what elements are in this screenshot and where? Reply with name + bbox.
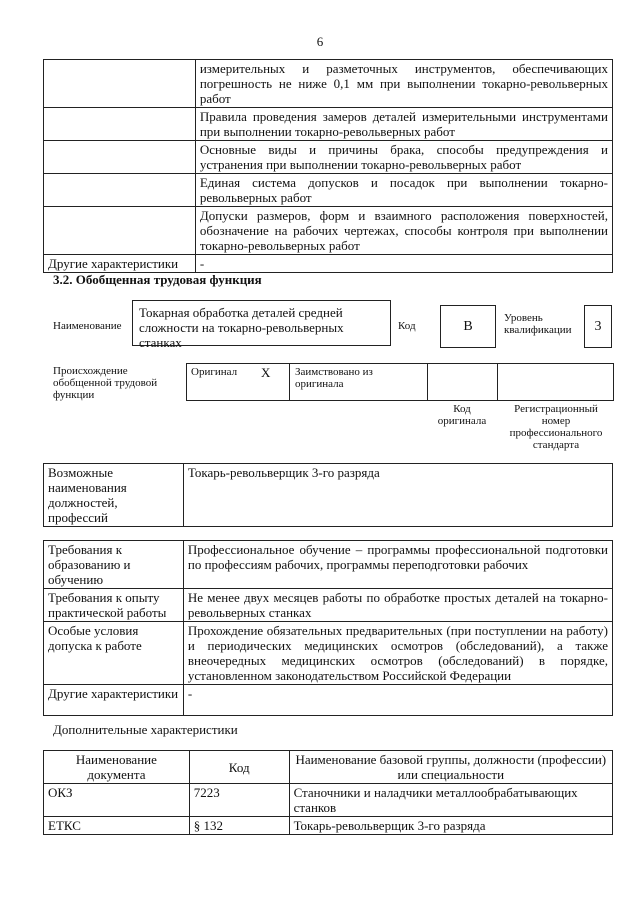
table-row [44,60,613,108]
header-code: Код [189,751,289,784]
reg-caption: Регистрационный номер профессионального стандарта [509,403,603,451]
knowledge-item: Основные виды и причины брака, способы предупреждения и устранения при выполнении токарно-револьверных работ [195,141,612,174]
code-label: Код [398,320,416,332]
code-cell: 7223 [189,784,289,817]
requirement-value: Профессиональное обучение – программы профессиональной подготовки по профессиям рабочих, программы переподготовки рабочих [183,541,612,589]
table-row [44,207,613,255]
knowledge-table [43,59,613,273]
positions-table [43,463,613,527]
section-title: 3.2. Обобщенная трудовая функция [53,272,262,287]
requirement-value: Прохождение обязательных предварительных (при поступлении на работу) и периодических медицинских осмотров (обследований), а также внеочередных медицинских осмотров (обследований) в порядке, установленном законодательством Российской Федерации [183,622,612,685]
positions-label: Возможные наименования должностей, профессий [44,464,184,527]
table-row [44,685,613,716]
requirement-label: Другие характеристики [44,685,184,716]
knowledge-item: измерительных и разметочных инструментов, обеспечивающих погрешность не ниже 0,1 мм при выполнении токарно-револьверных работ [195,60,612,108]
divider [497,364,498,400]
divider [289,364,290,400]
requirements-table [43,540,613,716]
code-caption: Код оригинала [437,403,487,427]
gtf-name: Токарная обработка деталей средней сложности на токарно-револьверных станках [139,305,344,350]
requirement-label: Требования к образованию и обучению [44,541,184,589]
doc-cell: ОКЗ [44,784,190,817]
table-row [44,108,613,141]
origin-label: Происхождение обобщенной трудовой функции [53,365,158,401]
name-cell: Станочники и наладчики металлообрабатывающих станков [289,784,612,817]
requirement-label: Особые условия допуска к работе [44,622,184,685]
code-cell: § 132 [189,817,289,835]
table-row [44,589,613,622]
name-cell: Токарь-револьверщик 3-го разряда [289,817,612,835]
original-label: Оригинал [191,366,238,378]
header-name: Наименование базовой группы, должности (профессии) или специальности [289,751,612,784]
level-value: 3 [594,319,602,334]
knowledge-item: Правила проведения замеров деталей измерительными инструментами при выполнении токарно-револьверных работ [195,108,612,141]
knowledge-item: Единая система допусков и посадок при выполнении токарно-револьверных работ [195,174,612,207]
borrowed-label: Заимствовано из оригинала [295,366,373,390]
table-row [44,141,613,174]
page-number: 6 [316,34,324,49]
other-value: - [195,255,612,273]
table-header-row [44,751,613,784]
table-row [44,784,613,817]
additional-title: Дополнительные характеристики [53,722,238,737]
table-row [44,255,613,273]
original-mark: X [261,365,271,380]
gtf-code-box [440,305,496,348]
table-row [44,464,613,527]
additional-table [43,750,613,835]
origin-grid [186,363,614,401]
table-row [44,817,613,835]
header-doc: Наименование документа [44,751,190,784]
positions-value: Токарь-револьверщик 3-го разряда [183,464,612,527]
table-row [44,622,613,685]
table-row [44,174,613,207]
gtf-code: B [463,319,473,334]
doc-cell: ЕТКС [44,817,190,835]
requirement-value: Не менее двух месяцев работы по обработке простых деталей на токарно-револьверных станках [183,589,612,622]
divider [427,364,428,400]
table-row [44,541,613,589]
level-label: Уровень квалификации [504,312,572,336]
requirement-value: - [183,685,612,716]
level-box [584,305,612,348]
other-label: Другие характеристики [44,255,196,273]
name-label: Наименование [53,320,122,332]
gtf-name-box [132,300,391,350]
requirement-label: Требования к опыту практической работы [44,589,184,622]
knowledge-item: Допуски размеров, форм и взаимного расположения поверхностей, обозначение на рабочих чертежах, способы контроля при выполнении токарно-револьверных работ [195,207,612,255]
